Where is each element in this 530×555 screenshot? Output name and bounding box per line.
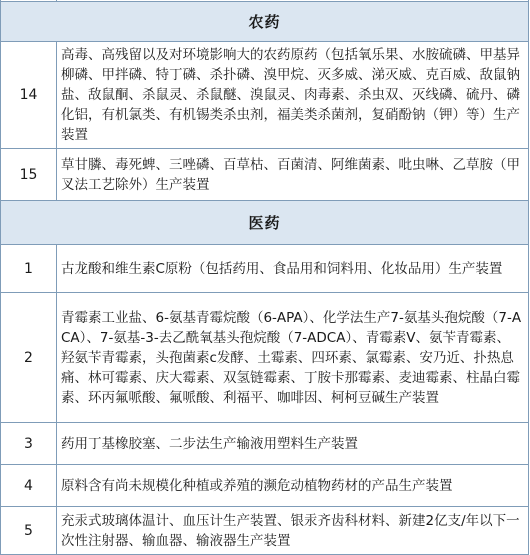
table-row [1, 293, 529, 423]
section-header-pesticides [1, 2, 529, 42]
row-text: 原料含有尚未规模化种植或养殖的濒危动植物药材的产品生产装置 [57, 465, 529, 507]
row-number: 3 [1, 423, 57, 465]
row-text: 充汞式玻璃体温计、血压计生产装置、银汞齐齿科材料、新建2亿支/年以下一次性注射器、输血器、输液器生产装置 [57, 507, 529, 555]
row-text: 古龙酸和维生素C原粉（包括药用、食品用和饲料用、化妆品用）生产装置 [57, 245, 529, 293]
table-row [1, 423, 529, 465]
row-number: 2 [1, 293, 57, 423]
section-title: 农药 [1, 2, 529, 42]
row-number: 15 [1, 149, 57, 201]
row-number: 1 [1, 245, 57, 293]
row-number: 14 [1, 42, 57, 149]
row-number: 4 [1, 465, 57, 507]
row-text: 草甘膦、毒死蜱、三唑磷、百草枯、百菌清、阿维菌素、吡虫啉、乙草胺（甲叉法工艺除外）生产装置 [57, 149, 529, 201]
section-title: 医药 [1, 201, 529, 245]
table-row [1, 507, 529, 555]
row-text: 药用丁基橡胶塞、二步法生产输液用塑料生产装置 [57, 423, 529, 465]
row-text: 青霉素工业盐、6-氨基青霉烷酸（6-APA）、化学法生产7-氨基头孢烷酸（7-ACA）、7-氨基-3-去乙酰氧基头孢烷酸（7-ADCA）、青霉素V、氨苄青霉素、羟氨苄青霉素，头孢菌素c发酵、土霉素、四环素、氯霉素、安乃近、扑热息痛、林可霉素、庆大霉素、双氢链霉素、丁胺卡那霉素、麦迪霉素、柱晶白霉素、环丙氟哌酸、氟哌酸、利福平、咖啡因、柯柯豆碱生产装置 [57, 293, 529, 423]
table-row [1, 42, 529, 149]
row-text: 高毒、高残留以及对环境影响大的农药原药（包括氧乐果、水胺硫磷、甲基异柳磷、甲拌磷、特丁磷、杀扑磷、溴甲烷、灭多威、涕灭威、克百威、敌鼠钠盐、敌鼠酮、杀鼠灵、杀鼠醚、溴鼠灵、肉毒素、杀虫双、灭线磷、硫丹、磷化铝，有机氯类、有机锡类杀虫剂，福美类杀菌剂，复硝酚钠（钾）等）生产装置 [57, 42, 529, 149]
section-header-pharmaceuticals [1, 201, 529, 245]
table-row [1, 149, 529, 201]
table-row [1, 245, 529, 293]
table-row [1, 465, 529, 507]
row-number: 5 [1, 507, 57, 555]
